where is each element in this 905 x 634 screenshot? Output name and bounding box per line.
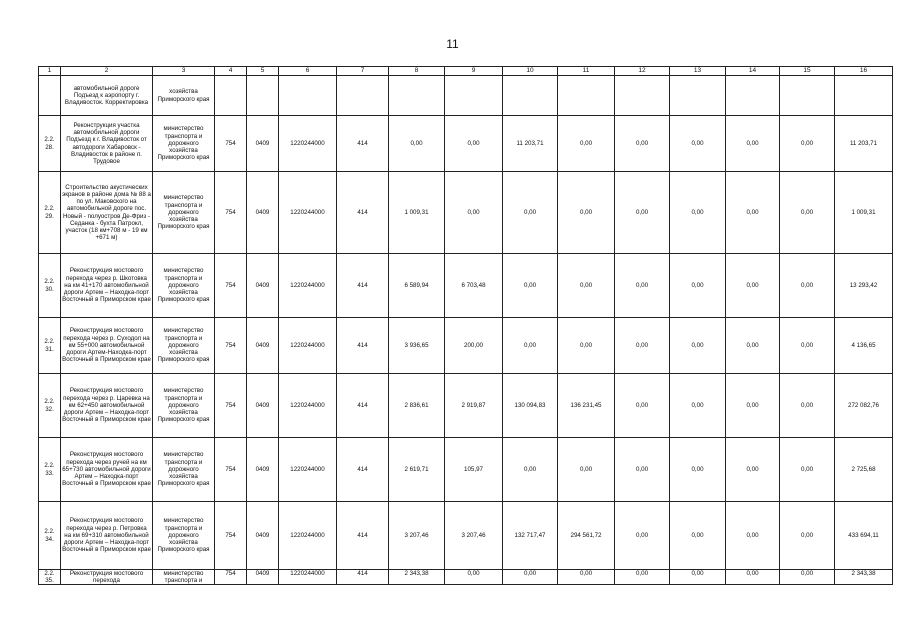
table-cell: 0409 <box>247 116 279 172</box>
table-cell <box>279 76 337 116</box>
table-cell: 0,00 <box>445 116 503 172</box>
table-cell: 414 <box>337 172 389 254</box>
table-cell: 0,00 <box>670 570 726 585</box>
table-cell: 0,00 <box>726 172 780 254</box>
table-cell: 0409 <box>247 438 279 502</box>
table-cell: хозяйства Приморского края <box>153 76 215 116</box>
table-cell: 0,00 <box>615 502 670 570</box>
table-cell: 0,00 <box>445 172 503 254</box>
table-cell: 754 <box>215 374 247 438</box>
table-cell: 272 082,76 <box>835 374 893 438</box>
table-cell: 0,00 <box>780 254 835 318</box>
table-cell: 0,00 <box>726 570 780 585</box>
table-cell: 0,00 <box>726 318 780 374</box>
table-cell: 0,00 <box>503 172 558 254</box>
table-cell: 0,00 <box>670 254 726 318</box>
table-cell: 0,00 <box>615 116 670 172</box>
table-cell <box>558 76 615 116</box>
table-cell: Реконструкция мостового перехода <box>61 570 153 585</box>
table-cell: 0409 <box>247 374 279 438</box>
table-cell: 2.2. 32. <box>39 374 61 438</box>
table-cell: Реконструкция мостового перехода через р. Суходол на км 55+000 автомобильной дороги Артем-Находка-порт Восточный в Приморском крае <box>61 318 153 374</box>
column-header: 11 <box>558 67 615 76</box>
table-cell: 2.2. 33. <box>39 438 61 502</box>
table-cell: 754 <box>215 116 247 172</box>
table-cell: 0,00 <box>780 172 835 254</box>
table-cell: 0,00 <box>780 318 835 374</box>
table-cell: 0,00 <box>615 374 670 438</box>
table-cell: министерство транспорта и дорожного хозяйства Приморского края <box>153 374 215 438</box>
table-cell: 2 725,68 <box>835 438 893 502</box>
table-row <box>39 76 893 116</box>
table-cell <box>247 76 279 116</box>
table-row <box>39 374 893 438</box>
column-header: 6 <box>279 67 337 76</box>
table-cell: 2.2. 35. <box>39 570 61 585</box>
table-cell: 1220244000 <box>279 502 337 570</box>
table-cell: 11 203,71 <box>503 116 558 172</box>
table-row <box>39 502 893 570</box>
table-cell: 0,00 <box>670 116 726 172</box>
table-cell: 0,00 <box>726 438 780 502</box>
table-cell: 414 <box>337 438 389 502</box>
table-cell <box>337 76 389 116</box>
table-cell: 0409 <box>247 318 279 374</box>
column-header: 9 <box>445 67 503 76</box>
table-cell: министерство транспорта и дорожного хозяйства Приморского края <box>153 318 215 374</box>
table-cell: 0409 <box>247 502 279 570</box>
table-cell: 1220244000 <box>279 116 337 172</box>
table-cell: 1220244000 <box>279 254 337 318</box>
table-cell: 754 <box>215 502 247 570</box>
table-header-row <box>39 67 893 76</box>
table-cell: 0,00 <box>558 570 615 585</box>
table-cell: 414 <box>337 374 389 438</box>
column-header: 14 <box>726 67 780 76</box>
table-cell: 414 <box>337 318 389 374</box>
table-cell: 0409 <box>247 172 279 254</box>
table-cell: 0409 <box>247 570 279 585</box>
table-cell: 0,00 <box>558 318 615 374</box>
table-cell: министерство транспорта и дорожного хозяйства Приморского края <box>153 438 215 502</box>
table-cell: 0,00 <box>670 172 726 254</box>
table-cell <box>835 76 893 116</box>
table-cell: 0,00 <box>558 116 615 172</box>
table-cell: 0,00 <box>780 502 835 570</box>
table-cell: 136 231,45 <box>558 374 615 438</box>
table-cell: 0,00 <box>445 570 503 585</box>
table-cell: 1220244000 <box>279 318 337 374</box>
table-cell: министерство транспорта и дорожного хозяйства Приморского края <box>153 254 215 318</box>
table-cell: 105,97 <box>445 438 503 502</box>
table-cell <box>503 76 558 116</box>
table-row <box>39 254 893 318</box>
table-cell <box>39 76 61 116</box>
budget-table <box>38 66 893 585</box>
table-cell: 294 561,72 <box>558 502 615 570</box>
table-cell: 0,00 <box>389 116 445 172</box>
table-cell: 0,00 <box>615 570 670 585</box>
table-cell: 2 343,38 <box>835 570 893 585</box>
column-header: 2 <box>61 67 153 76</box>
table-row <box>39 172 893 254</box>
table-cell: 2 836,61 <box>389 374 445 438</box>
table-row <box>39 116 893 172</box>
table-cell: 754 <box>215 172 247 254</box>
table-cell: 0,00 <box>670 438 726 502</box>
table-cell: 0,00 <box>503 570 558 585</box>
table-cell: Строительство акустических экранов в районе дома № 88 а по ул. Маковского на автомобильной дороге пос. Новый - полуостров Де-Фриз - Седанка - бухта Патрокл, участок (18 км+708 м - 19 км +671 м) <box>61 172 153 254</box>
table-cell: 2.2. 31. <box>39 318 61 374</box>
table-cell: 754 <box>215 438 247 502</box>
table-cell: 200,00 <box>445 318 503 374</box>
table-cell: 414 <box>337 502 389 570</box>
table-cell: 3 936,65 <box>389 318 445 374</box>
table-cell: Реконструкция участка автомобильной дороги Подъезд к г. Владивосток от автодороги Хабаровск - Владивосток в районе п. Трудовое <box>61 116 153 172</box>
table-cell: 0,00 <box>503 254 558 318</box>
table-cell: 0,00 <box>615 172 670 254</box>
table-cell: 11 203,71 <box>835 116 893 172</box>
table-cell: 414 <box>337 116 389 172</box>
table-cell: 132 717,47 <box>503 502 558 570</box>
table-cell <box>780 76 835 116</box>
table-cell: 0,00 <box>726 116 780 172</box>
table-cell: Реконструкция мостового перехода через ручей на км 65+730 автомобильной дороги Артем – Находка-порт Восточный в Приморском крае <box>61 438 153 502</box>
table-cell: 2.2. 34. <box>39 502 61 570</box>
table-cell: 2 619,71 <box>389 438 445 502</box>
column-header: 1 <box>39 67 61 76</box>
table-cell: 2.2. 30. <box>39 254 61 318</box>
table-row <box>39 438 893 502</box>
table-cell: 1220244000 <box>279 172 337 254</box>
table-row <box>39 570 893 585</box>
table-cell <box>445 76 503 116</box>
table-cell: 2.2. 29. <box>39 172 61 254</box>
table-cell: 2 343,38 <box>389 570 445 585</box>
table-cell: министерство транспорта и <box>153 570 215 585</box>
table-cell: 0,00 <box>780 116 835 172</box>
table-cell: 3 207,46 <box>445 502 503 570</box>
table-cell: 0,00 <box>558 254 615 318</box>
table-cell: 1 009,31 <box>835 172 893 254</box>
table-cell: Реконструкция мостового перехода через р. Шкотовка на км 41+170 автомобильной дороги Артем – Находка-порт Восточный в Приморском крае <box>61 254 153 318</box>
column-header: 15 <box>780 67 835 76</box>
table-cell: 0,00 <box>503 318 558 374</box>
table-cell: 0,00 <box>615 318 670 374</box>
column-header: 8 <box>389 67 445 76</box>
table-cell: 3 207,46 <box>389 502 445 570</box>
table-cell: 0,00 <box>615 438 670 502</box>
table-cell <box>215 76 247 116</box>
column-header: 5 <box>247 67 279 76</box>
table-cell <box>615 76 670 116</box>
column-header: 12 <box>615 67 670 76</box>
table-cell: 433 694,11 <box>835 502 893 570</box>
column-header: 13 <box>670 67 726 76</box>
table-cell: 0,00 <box>726 254 780 318</box>
table-cell: 0,00 <box>726 502 780 570</box>
table-cell: 4 136,65 <box>835 318 893 374</box>
table-cell: 754 <box>215 254 247 318</box>
table-cell: 6 703,48 <box>445 254 503 318</box>
column-header: 16 <box>835 67 893 76</box>
table-cell <box>389 76 445 116</box>
table-cell: 2 919,87 <box>445 374 503 438</box>
page-number: 11 <box>446 37 459 51</box>
table-cell: министерство транспорта и дорожного хозяйства Приморского края <box>153 116 215 172</box>
table-cell: 0,00 <box>558 172 615 254</box>
table-cell: 0,00 <box>726 374 780 438</box>
table-cell: 414 <box>337 570 389 585</box>
table-cell: 414 <box>337 254 389 318</box>
table-cell: Реконструкция мостового перехода через р. Петровка на км 69+310 автомобильной дороги Артем – Находка-порт Восточный в Приморском крае <box>61 502 153 570</box>
table-cell <box>670 76 726 116</box>
table-cell: 0,00 <box>780 438 835 502</box>
column-header: 4 <box>215 67 247 76</box>
table-cell: 6 589,94 <box>389 254 445 318</box>
table-cell: 1220244000 <box>279 570 337 585</box>
table-cell: 1 009,31 <box>389 172 445 254</box>
table-cell: министерство транспорта и дорожного хозяйства Приморского края <box>153 172 215 254</box>
table-cell: 1220244000 <box>279 438 337 502</box>
table-cell: 13 293,42 <box>835 254 893 318</box>
column-header: 7 <box>337 67 389 76</box>
table-cell: 1220244000 <box>279 374 337 438</box>
table-cell: 0,00 <box>558 438 615 502</box>
table-cell: 0,00 <box>615 254 670 318</box>
column-header: 10 <box>503 67 558 76</box>
table-cell: 754 <box>215 570 247 585</box>
table-cell: 0,00 <box>503 438 558 502</box>
table-cell: 0409 <box>247 254 279 318</box>
table-cell: 0,00 <box>780 570 835 585</box>
table-cell: 130 094,83 <box>503 374 558 438</box>
table-cell: министерство транспорта и дорожного хозяйства Приморского края <box>153 502 215 570</box>
table-cell: 0,00 <box>780 374 835 438</box>
table-cell: Реконструкция мостового перехода через р. Царевка на км 62+450 автомобильной дороги Артем – Находка-порт Восточный в Приморском крае <box>61 374 153 438</box>
table-cell: 0,00 <box>670 502 726 570</box>
table-cell: 0,00 <box>670 374 726 438</box>
table-cell: автомобильной дороге Подъезд к аэропорту г. Владивосток. Корректировка <box>61 76 153 116</box>
table-cell: 0,00 <box>670 318 726 374</box>
table-cell <box>726 76 780 116</box>
table-cell: 2.2. 28. <box>39 116 61 172</box>
table-row <box>39 318 893 374</box>
column-header: 3 <box>153 67 215 76</box>
table-cell: 754 <box>215 318 247 374</box>
